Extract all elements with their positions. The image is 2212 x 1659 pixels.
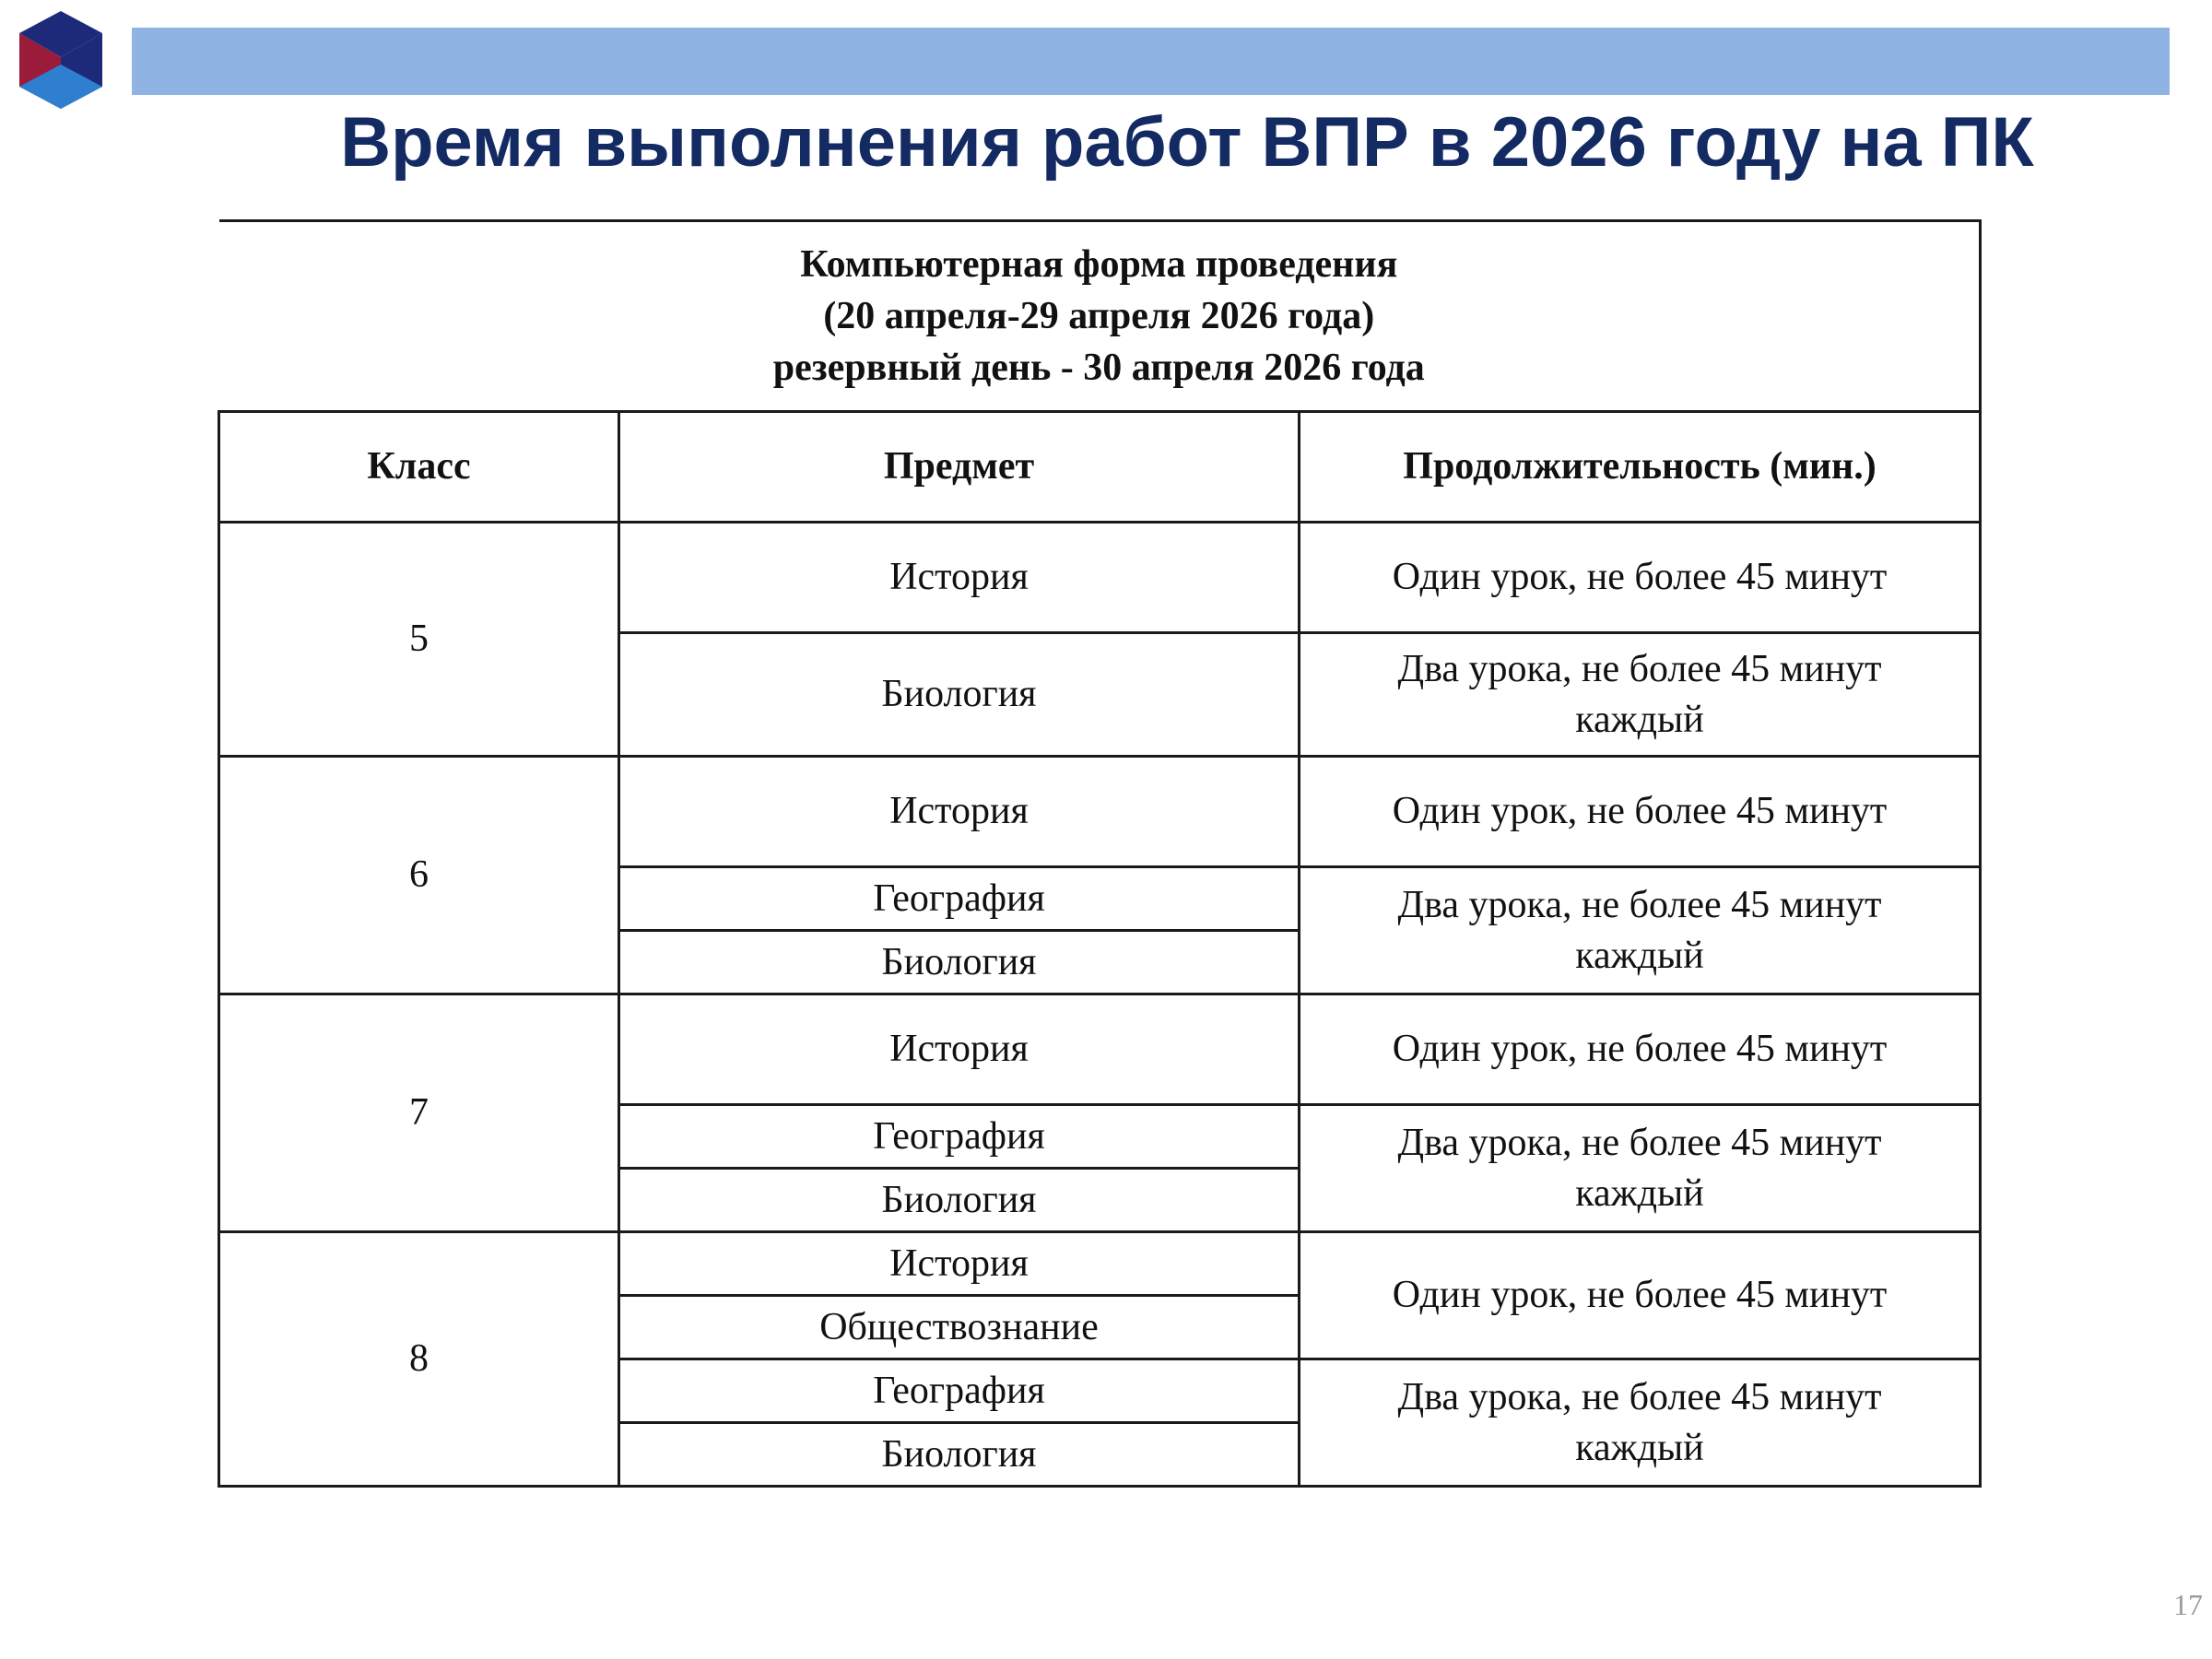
duration-line: Два урока, не более 45 минут (1397, 1121, 1882, 1164)
subject-cell: География (619, 1105, 1300, 1169)
duration-cell: Один урок, не более 45 минут (1300, 523, 1981, 633)
duration-line: каждый (1575, 934, 1704, 977)
duration-cell (1300, 1359, 1981, 1487)
grade-cell: 8 (219, 1232, 619, 1487)
caption-line: Компьютерная форма проведения (800, 243, 1398, 286)
duration-line: Два урока, не более 45 минут (1397, 1375, 1882, 1418)
grade-cell: 6 (219, 757, 619, 994)
table-row (219, 757, 1981, 867)
top-bar (132, 28, 2170, 95)
slide-title: Время выполнения работ ВПР в 2026 году на ПК (340, 103, 2034, 182)
table-row (219, 1232, 1981, 1296)
subject-cell: География (619, 867, 1300, 931)
subject-cell: Обществознание (619, 1296, 1300, 1359)
duration-line: каждый (1575, 1171, 1704, 1215)
subject-cell: География (619, 1359, 1300, 1423)
page-number: 17 (2173, 1588, 2203, 1621)
table-row (219, 523, 1981, 633)
subject-cell: История (619, 523, 1300, 633)
header-grade: Класс (219, 412, 619, 523)
cube-logo-icon (15, 9, 107, 111)
table-row (219, 994, 1981, 1105)
subject-cell: Биология (619, 1169, 1300, 1232)
grade-cell: 5 (219, 523, 619, 757)
subject-cell: История (619, 757, 1300, 867)
caption-line: резервный день - 30 апреля 2026 года (772, 347, 1425, 389)
duration-line: каждый (1575, 698, 1704, 741)
header-row (219, 412, 1981, 523)
subject-cell: Биология (619, 931, 1300, 994)
duration-line: Два урока, не более 45 минут (1397, 883, 1882, 926)
duration-cell (1300, 867, 1981, 994)
header-duration: Продолжительность (мин.) (1300, 412, 1981, 523)
caption-line: (20 апреля-29 апреля 2026 года) (823, 295, 1375, 337)
subject-cell: Биология (619, 1423, 1300, 1487)
grade-cell: 7 (219, 994, 619, 1232)
subject-cell: История (619, 994, 1300, 1105)
subject-cell: Биология (619, 633, 1300, 757)
table-caption (219, 221, 1981, 412)
duration-cell: Один урок, не более 45 минут (1300, 1232, 1981, 1359)
duration-line: каждый (1575, 1426, 1704, 1469)
schedule-table (218, 219, 1982, 1488)
duration-cell: Один урок, не более 45 минут (1300, 994, 1981, 1105)
duration-line: Два урока, не более 45 минут (1397, 647, 1882, 690)
subject-cell: История (619, 1232, 1300, 1296)
table-caption-row (219, 221, 1981, 412)
duration-cell (1300, 633, 1981, 757)
duration-cell: Один урок, не более 45 минут (1300, 757, 1981, 867)
duration-cell (1300, 1105, 1981, 1232)
header-subject: Предмет (619, 412, 1300, 523)
